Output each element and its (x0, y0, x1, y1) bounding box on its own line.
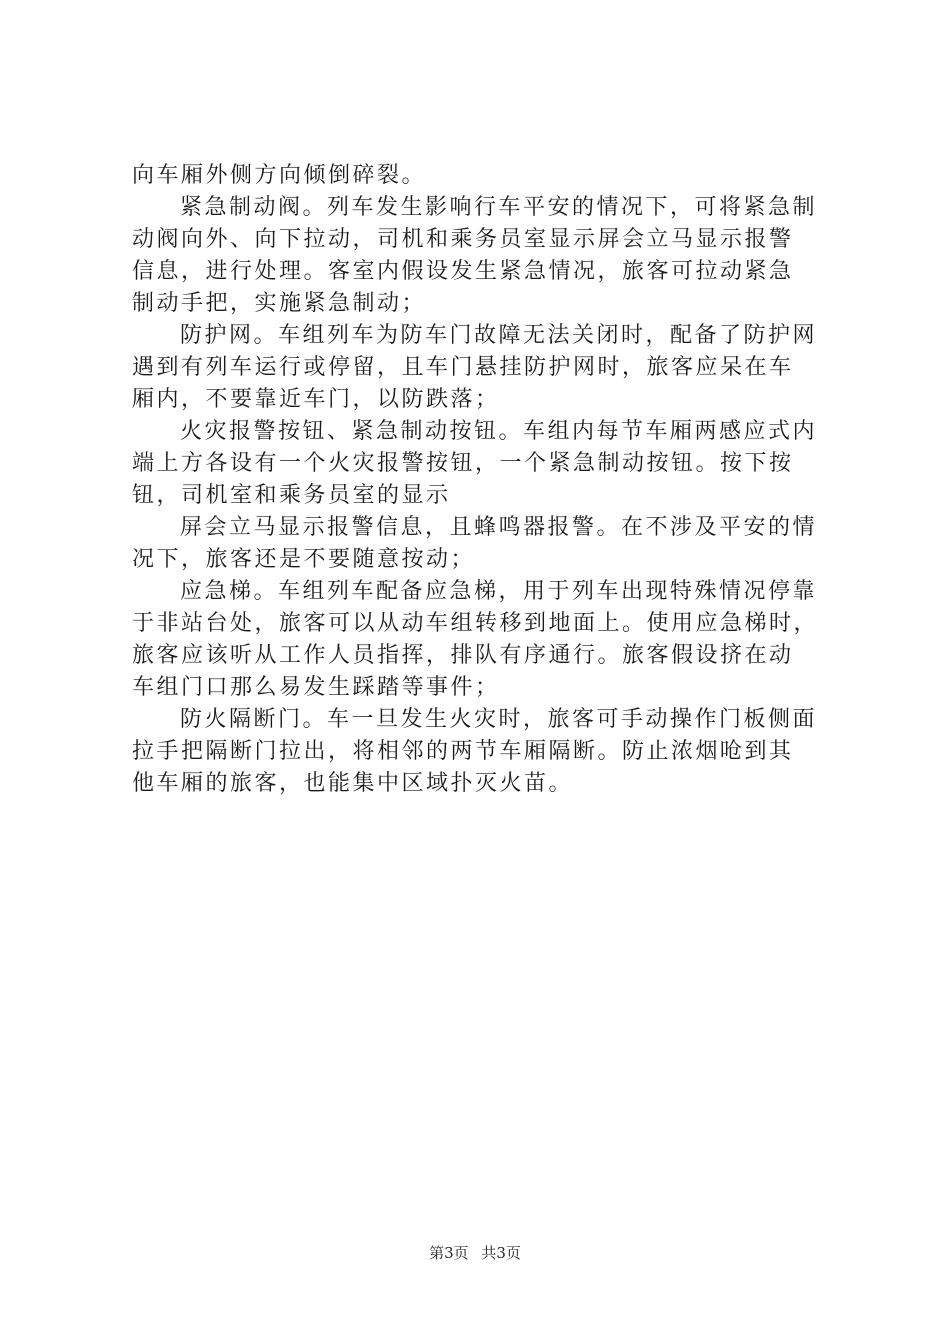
document-body (132, 160, 832, 800)
text-line: 端上方各设有一个火灾报警按钮，一个紧急制动按钮。按下按 (132, 451, 794, 476)
text-line: 制动手把，实施紧急制动； (132, 291, 427, 316)
text-line: 紧急制动阀。列车发生影响行车平安的情况下，可将紧急制 (180, 195, 818, 220)
page-footer (0, 1242, 950, 1264)
text-line: 火灾报警按钮、紧急制动按钮。车组内每节车厢两感应式内 (180, 419, 818, 444)
page-total: 共3页 (481, 1244, 521, 1262)
text-line: 钮，司机室和乘务员室的显示 (132, 483, 451, 508)
text-line: 遇到有列车运行或停留，且车门悬挂防护网时，旅客应呆在车 (132, 355, 794, 380)
text-line: 厢内，不要靠近车门，以防跌落； (132, 387, 500, 412)
text-line: 他车厢的旅客，也能集中区域扑灭火苗。 (132, 771, 574, 796)
text-line: 向车厢外侧方向倾倒碎裂。 (132, 163, 427, 188)
text-line: 车组门口那么易发生踩踏等事件； (132, 675, 500, 700)
text-line: 于非站台处，旅客可以从动车组转移到地面上。使用应急梯时， (132, 611, 819, 636)
page-number: 第3页 (429, 1244, 469, 1262)
text-line: 信息，进行处理。客室内假设发生紧急情况，旅客可拉动紧急 (132, 259, 794, 284)
text-line: 防火隔断门。车一旦发生火灾时，旅客可手动操作门板侧面 (180, 707, 818, 732)
text-line: 屏会立马显示报警信息，且蜂鸣器报警。在不涉及平安的情 (180, 515, 818, 540)
text-line: 动阀向外、向下拉动，司机和乘务员室显示屏会立马显示报警 (132, 227, 794, 252)
text-line: 防护网。车组列车为防车门故障无法关闭时，配备了防护网 (180, 323, 818, 348)
text-line: 应急梯。车组列车配备应急梯，用于列车出现特殊情况停靠 (180, 579, 818, 604)
text-line: 况下，旅客还是不要随意按动； (132, 547, 476, 572)
text-line: 旅客应该听从工作人员指挥，排队有序通行。旅客假设挤在动 (132, 643, 794, 668)
text-line: 拉手把隔断门拉出，将相邻的两节车厢隔断。防止浓烟呛到其 (132, 739, 794, 764)
